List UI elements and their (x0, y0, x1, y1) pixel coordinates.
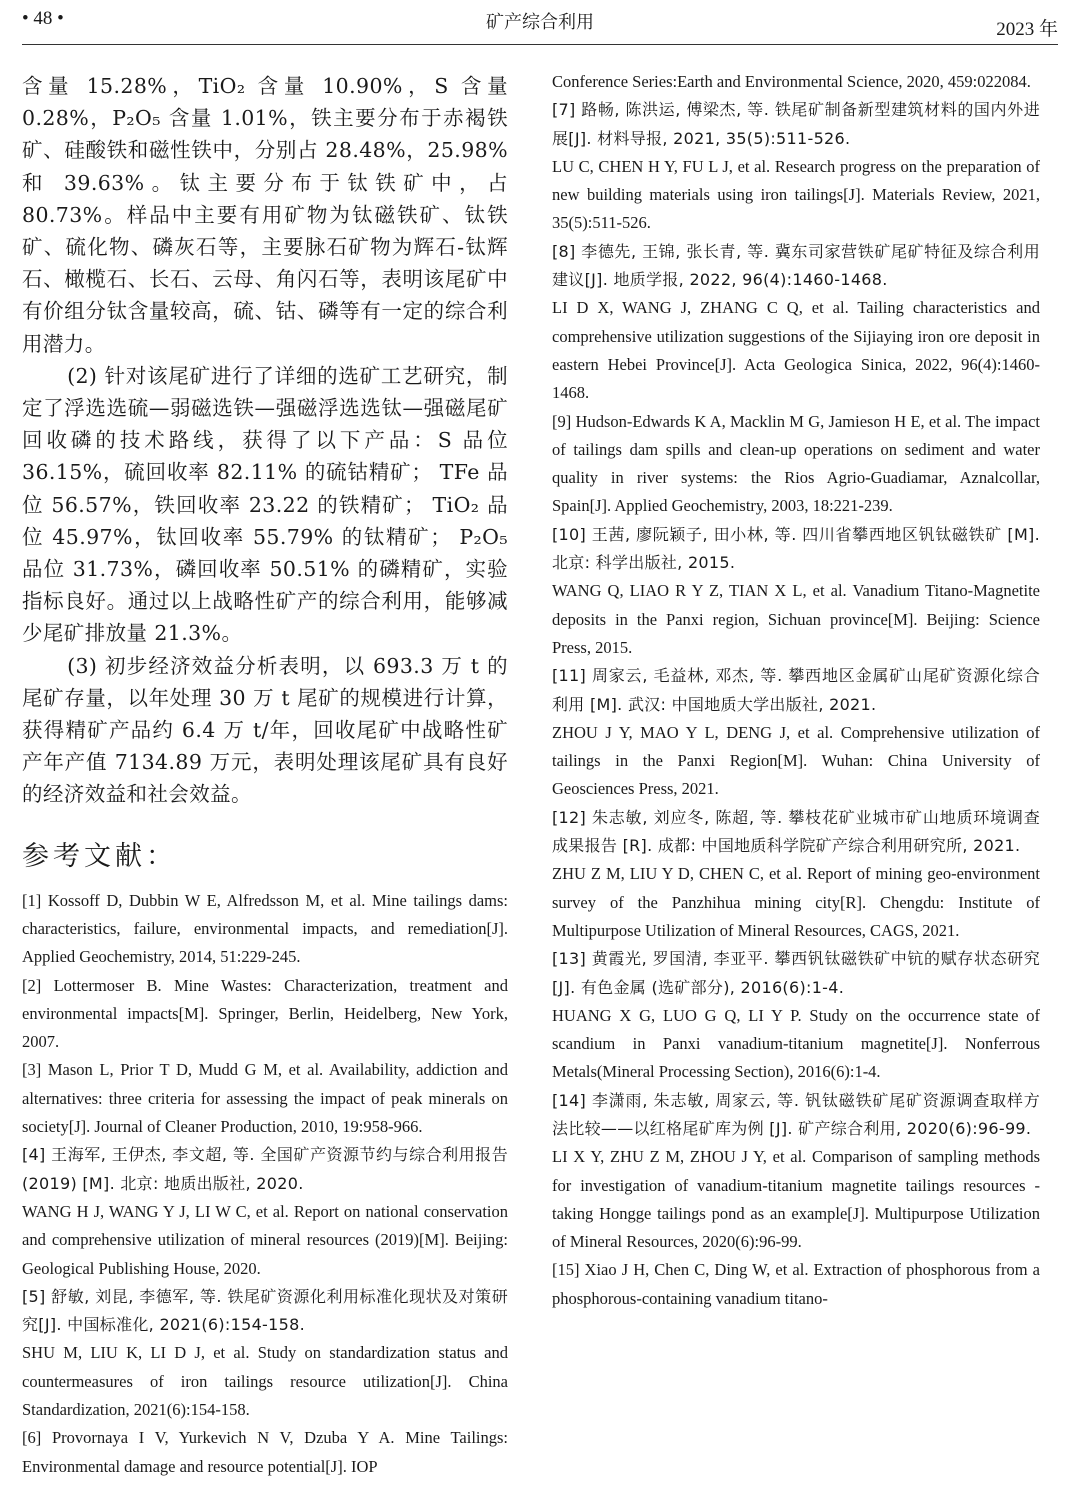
reference-entry: [4] 王海军, 王伊杰, 李文超, 等. 全国矿产资源节约与综合利用报告 (2019) [M]. 北京: 地质出版社, 2020. (22, 1145, 508, 1193)
reference-entry: WANG Q, LIAO R Y Z, TIAN X L, et al. Vanadium Titano-Magnetite deposits in the Panxi region, Sichuan province[M]. Beijing: Science Press, 2015. (552, 581, 1040, 657)
issue-year: 2023 年 (996, 19, 1058, 40)
conclusion-paragraph-1: 含量 15.28%，TiO₂ 含量 10.90%，S 含量 0.28%，P₂O₅ 含量 1.01%，铁主要分布于赤褐铁矿、硅酸铁和磁性铁中，分别占 28.48%，25.98% 和 39.63%。钛主要分布于钛铁矿中，占 80.73%。样品中主要有用矿物为钛磁铁矿、钛铁矿、硫化物、磷灰石等，主要脉石矿物为辉石-钛辉石、橄榄石、长石、云母、角闪石等，表明该尾矿中有价组分钛含量较高，硫、钴、磷等有一定的综合利用潜力。 (22, 74, 508, 356)
reference-entry: [5] 舒敏, 刘昆, 李德军, 等. 铁尾矿资源化利用标准化现状及对策研究[J]. 中国标准化, 2021(6):154-158. (22, 1286, 508, 1335)
reference-entry: [13] 黄霞光, 罗国清, 李亚平. 攀西钒钛磁铁矿中钪的赋存状态研究[J]. 有色金属 (选矿部分), 2016(6):1-4. (552, 949, 1040, 997)
reference-entry: [14] 李潇雨, 朱志敏, 周家云, 等. 钒钛磁铁矿尾矿资源调查取样方法比较——以红格尾矿库为例 [J]. 矿产综合利用, 2020(6):96-99. (552, 1090, 1040, 1138)
left-column (22, 64, 508, 1487)
conclusion-paragraph-3: (3) 初步经济效益分析表明，以 693.3 万 t 的尾矿存量，以年处理 30 万 t 尾矿的规模进行计算，获得精矿产品约 6.4 万 t/年，回收尾矿中战略性矿产年产值 7134.89 万元，表明处理该尾矿具有良好的经济效益和社会效益。 (22, 653, 508, 807)
running-header (22, 0, 1058, 45)
page-number: • 48 • (22, 8, 64, 29)
references-heading: 参考文献： (22, 840, 177, 872)
reference-entry: [10] 王茜, 廖阮颖子, 田小林, 等. 四川省攀西地区钒钛磁铁矿 [M]. 北京: 科学出版社, 2015. (552, 524, 1040, 573)
reference-entry: SHU M, LIU K, LI D J, et al. Study on standardization status and countermeasures of iron tailings resource utilization[J]. China Standardization, 2021(6):154-158. (22, 1343, 508, 1420)
reference-entry: [12] 朱志敏, 刘应冬, 陈超, 等. 攀枝花矿业城市矿山地质环境调查成果报告 [R]. 成都: 中国地质科学院矿产综合利用研究所, 2021. (552, 807, 1040, 856)
reference-entry: [3] Mason L, Prior T D, Mudd G M, et al. Availability, addiction and alternatives: three criteria for assessing the impact of peak minerals on society[J]. Journal of Cleaner Production, 2010, 19:958-966. (22, 1060, 508, 1137)
reference-entry: ZHOU J Y, MAO Y L, DENG J, et al. Comprehensive utilization of tailings in the Panxi Region[M]. Wuhan: China University of Geosciences Press, 2021. (552, 722, 1040, 799)
journal-title: 矿产综合利用 (486, 12, 594, 33)
reference-entry: WANG H J, WANG Y J, LI W C, et al. Report on national conservation and comprehensive utilization of mineral resources (2019)[M]. Beijing: Geological Publishing House, 2020. (22, 1201, 508, 1278)
reference-entry: LU C, CHEN H Y, FU L J, et al. Research progress on the preparation of new building materials using iron tailings[J]. Materials Review, 2021, 35(5):511-526. (552, 156, 1040, 233)
reference-entry: HUANG X G, LUO G Q, LI Y P. Study on the occurrence state of scandium in Panxi vanadium-titanium magnetite[J]. Nonferrous Metals(Mineral Processing Section), 2016(6):1-4. (552, 1005, 1040, 1082)
reference-entry: [15] Xiao J H, Chen C, Ding W, et al. Extraction of phosphorous from a phosphorous-containing vanadium titano- (552, 1260, 1040, 1308)
reference-entry: ZHU Z M, LIU Y D, CHEN C, et al. Report of mining geo-environment survey of the Panzhihua mining city[R]. Chengdu: Institute of Multipurpose Utilization of Mineral Resources, CAGS, 2021. (552, 864, 1040, 940)
reference-entry: [8] 李德先, 王锦, 张长青, 等. 冀东司家营铁矿尾矿特征及综合利用建议[J]. 地质学报, 2022, 96(4):1460-1468. (552, 241, 1040, 290)
right-column (552, 64, 1040, 1487)
reference-list-right (552, 68, 1040, 1313)
reference-entry: LI D X, WANG J, ZHANG C Q, et al. Tailing characteristics and comprehensive utilization suggestions of the Sijiaying iron ore deposit in eastern Hebei Province[J]. Acta Geologica Sinica, 2022, 96(4):1460-1468. (552, 298, 1040, 403)
reference-entry: Conference Series:Earth and Environmental Science, 2020, 459:022084. (552, 72, 1031, 91)
reference-entry: [9] Hudson-Edwards K A, Macklin M G, Jamieson H E, et al. The impact of tailings dam spills and clean-up operations on sediment and water quality in river systems: the Rios Agrio-Guadiamar, Aznalcollar, Spain[J]. Applied Geochemistry, 2003, 18:221-239. (552, 411, 1040, 516)
reference-entry: [7] 路畅, 陈洪运, 傅梁杰, 等. 铁尾矿制备新型建筑材料的国内外进展[J]. 材料导报, 2021, 35(5):511-526. (552, 100, 1040, 148)
conclusion-paragraph-2: (2) 针对该尾矿进行了详细的选矿工艺研究，制定了浮选选硫—弱磁选铁—强磁浮选选钛—强磁尾矿回收磷的技术路线，获得了以下产品：S 品位 36.15%，硫回收率 82.11% 的硫钴精矿； TFe 品位 56.57%，铁回收率 23.22 的铁精矿； TiO₂ 品位 45.97%，钛回收率 55.79% 的钛精矿； P₂O₅ 品位 31.73%，磷回收率 50.51% 的磷精矿，实验指标良好。通过以上战略性矿产的综合利用，能够减少尾矿排放量 21.3%。 (22, 363, 508, 646)
reference-list-left (22, 887, 508, 1481)
reference-entry: [6] Provornaya I V, Yurkevich N V, Dzuba Y A. Mine Tailings: Environmental damage and resource potential[J]. IOP (22, 1428, 508, 1476)
reference-entry: [2] Lottermoser B. Mine Wastes: Characterization, treatment and environmental impacts[M]. Springer, Berlin, Heidelberg, New York, 2007. (22, 975, 508, 1052)
reference-entry: [1] Kossoff D, Dubbin W E, Alfredsson M, et al. Mine tailings dams: characteristics, failure, environmental impacts, and remediation[J]. Applied Geochemistry, 2014, 51:229-245. (22, 890, 508, 967)
reference-entry: [11] 周家云, 毛益林, 邓杰, 等. 攀西地区金属矿山尾矿资源化综合利用 [M]. 武汉: 中国地质大学出版社, 2021. (552, 666, 1040, 714)
reference-entry: LI X Y, ZHU Z M, ZHOU J Y, et al. Comparison of sampling methods for investigation of vanadium-titanium magnetite tailings resources - taking Hongge tailings pond as an example[J]. Multipurpose Utilization of Mineral Resources, 2020(6):96-99. (552, 1147, 1040, 1252)
